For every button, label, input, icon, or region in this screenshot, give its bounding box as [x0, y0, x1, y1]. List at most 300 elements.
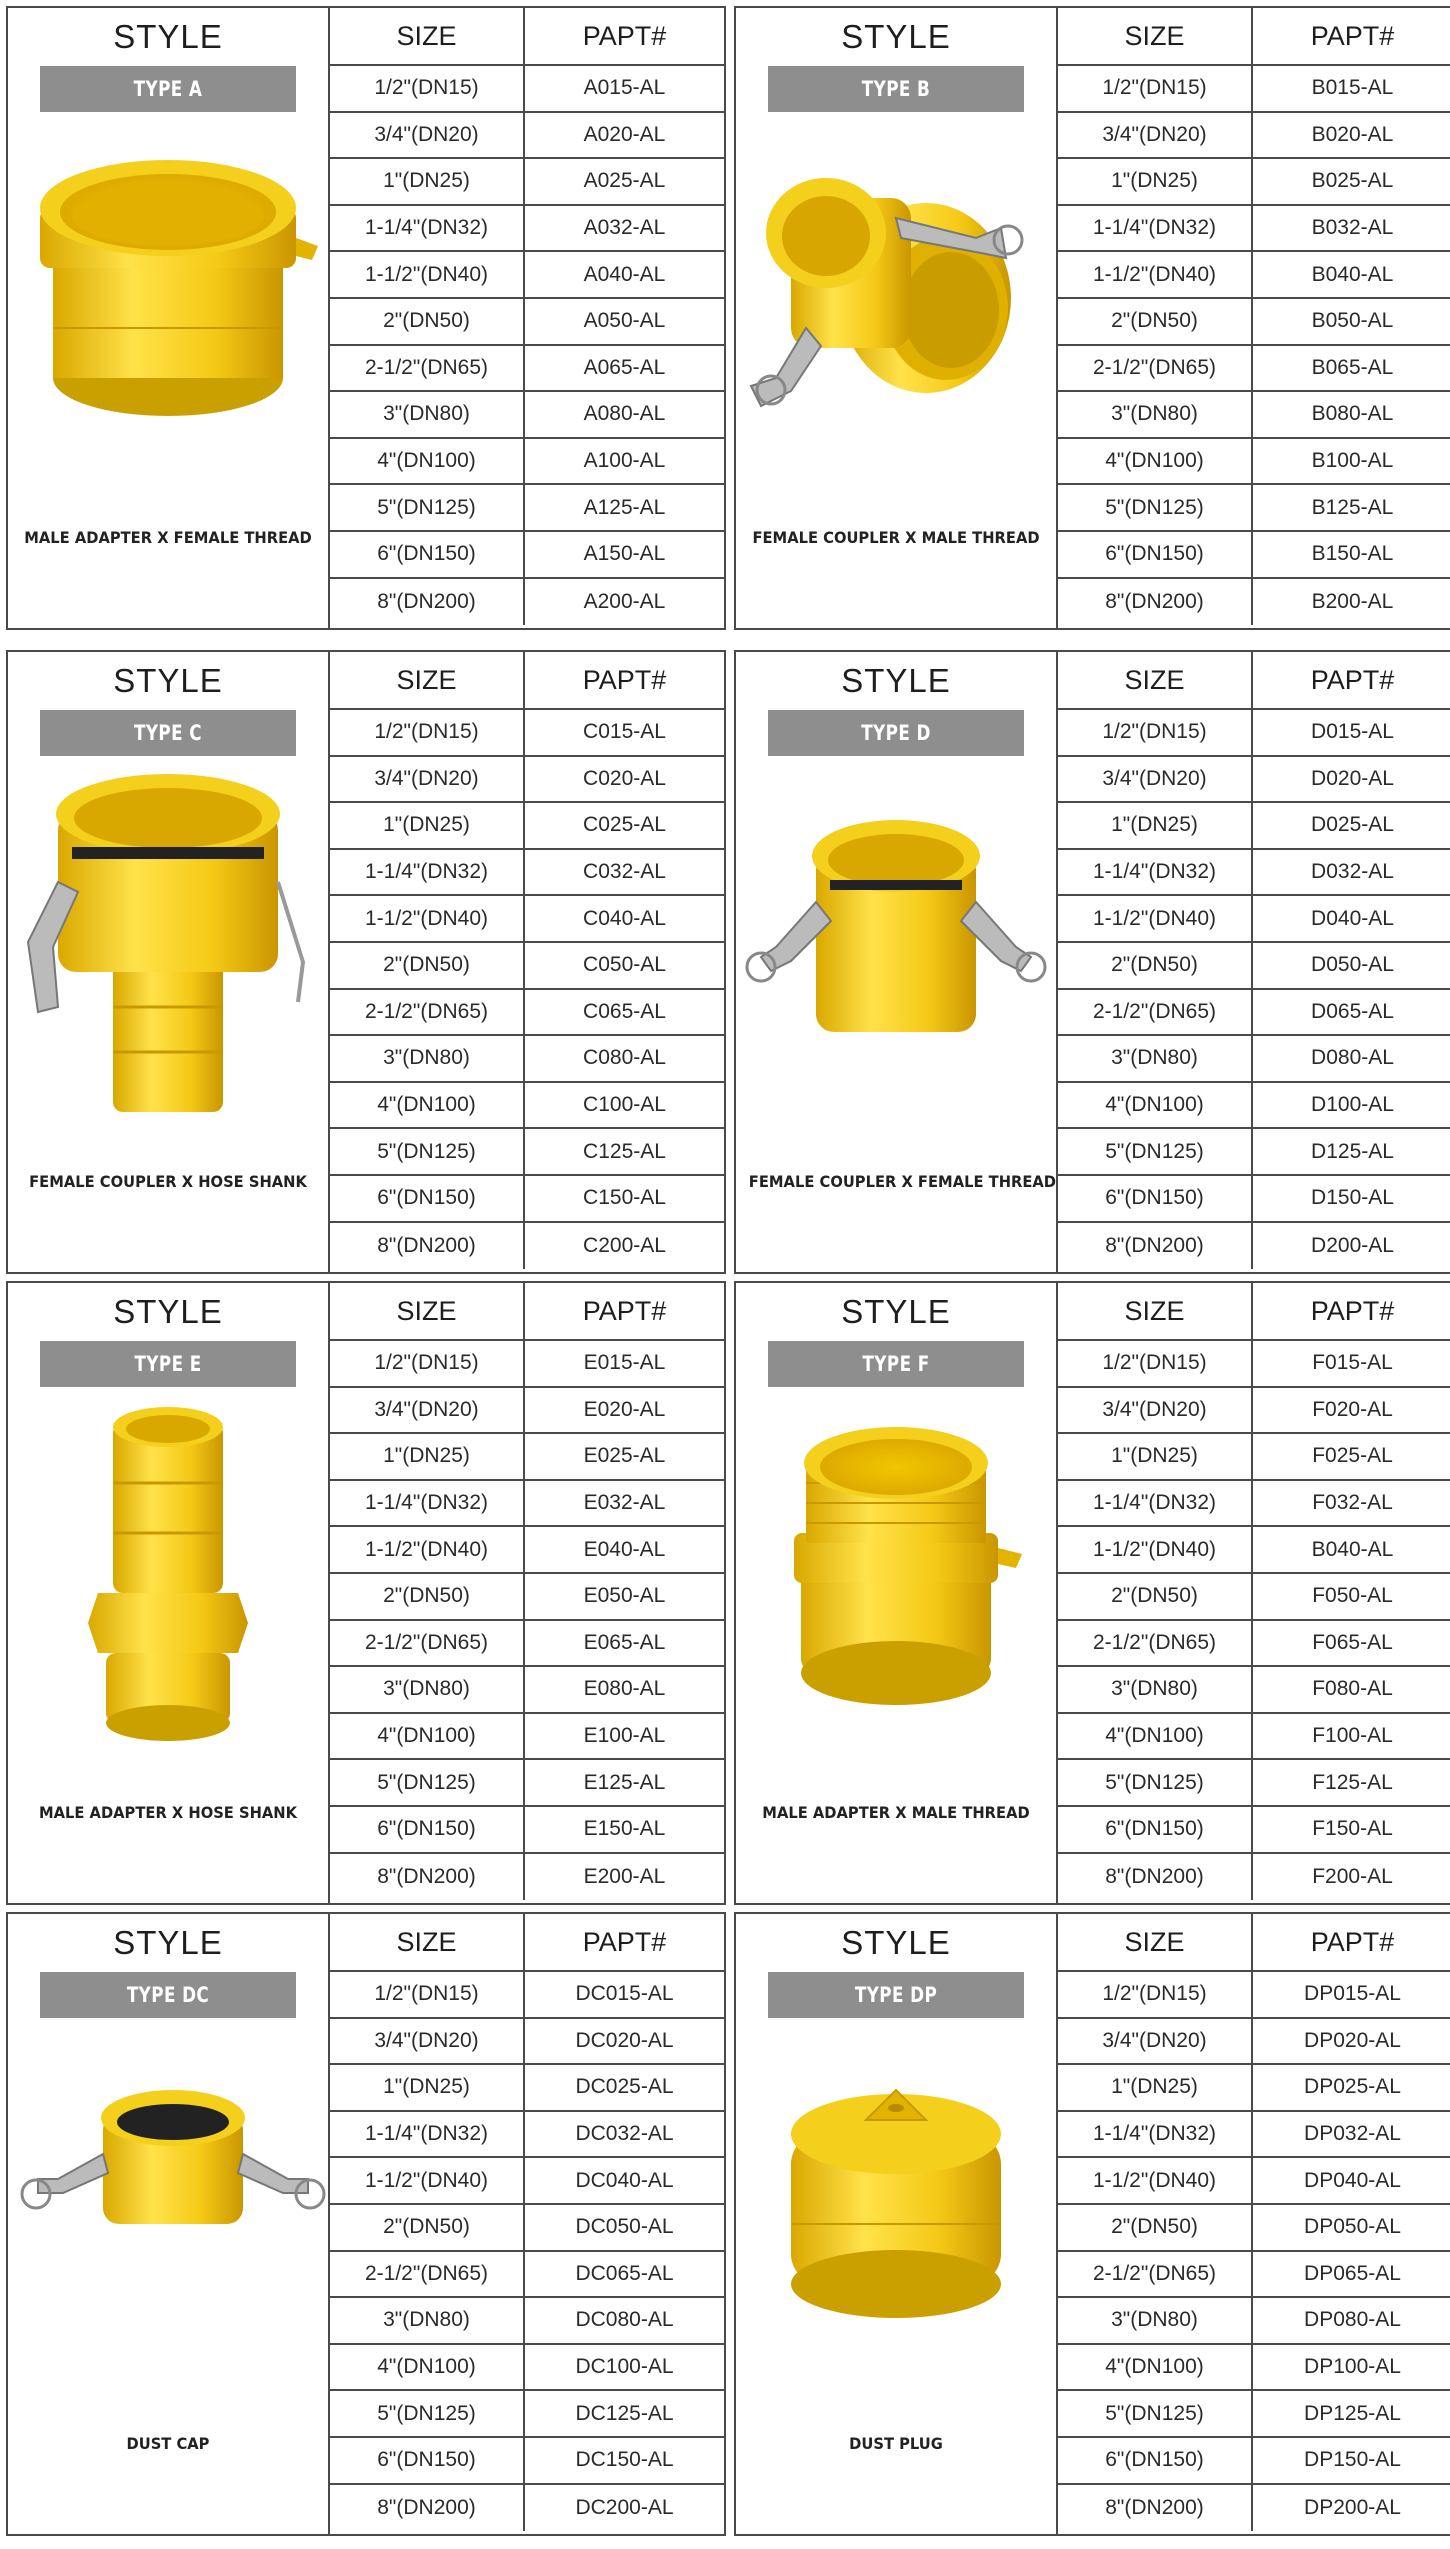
size-cell: 8"(DN200) [1058, 2485, 1253, 2532]
part-number-cell: DC015-AL [575, 1982, 674, 2006]
part-number-cell: F065-AL [1312, 1630, 1393, 1654]
table-row [1058, 1527, 1450, 1574]
size-cell: 2"(DN50) [330, 943, 525, 988]
style-header: STYLE [841, 1924, 951, 1961]
style-header: STYLE [113, 1924, 223, 1961]
size-cell: 8"(DN200) [330, 2485, 525, 2532]
part-number-cell: E040-AL [583, 1537, 666, 1561]
size-cell: 6"(DN150) [330, 2438, 525, 2483]
part-number-cell: DP150-AL [1304, 2448, 1401, 2472]
part-number-cell: C032-AL [583, 860, 666, 884]
part-number-cell: D125-AL [1311, 1139, 1394, 1163]
part-number-cell: B125-AL [1311, 495, 1394, 519]
table-row [1058, 299, 1450, 346]
size-cell: 5"(DN125) [330, 1129, 525, 1174]
part-number-header: PAPT# [1310, 664, 1395, 695]
part-number-cell: C015-AL [583, 720, 666, 744]
size-cell: 3/4"(DN20) [1058, 2019, 1253, 2064]
part-number-cell: D050-AL [1311, 953, 1394, 977]
product-description: DUST CAP [126, 2434, 210, 2453]
size-cell: 6"(DN150) [1058, 1176, 1253, 1221]
size-cell: 6"(DN150) [330, 532, 525, 577]
part-number-cell: DP040-AL [1304, 2168, 1401, 2192]
table-row [330, 1129, 724, 1176]
table-row [330, 2345, 724, 2392]
table-row [330, 579, 724, 626]
part-number-cell: A040-AL [583, 262, 666, 286]
part-number-cell: E065-AL [583, 1630, 666, 1654]
part-number-cell: DP050-AL [1304, 2215, 1401, 2239]
part-number-cell: A032-AL [583, 216, 666, 240]
part-number-cell: DP200-AL [1304, 2495, 1401, 2519]
size-cell: 1-1/2"(DN40) [330, 252, 525, 297]
part-number-cell: B020-AL [1311, 122, 1394, 146]
size-cell: 5"(DN125) [1058, 2391, 1253, 2436]
table-row [1058, 66, 1450, 113]
table-row [1058, 803, 1450, 850]
part-number-cell: C100-AL [583, 1093, 666, 1117]
size-cell: 2-1/2"(DN65) [330, 1621, 525, 1666]
size-cell: 1-1/4"(DN32) [1058, 2112, 1253, 2157]
table-row [1058, 1667, 1450, 1714]
part-number-header: PAPT# [582, 1926, 667, 1957]
size-cell: 1"(DN25) [1058, 1434, 1253, 1479]
size-cell: 2"(DN50) [330, 1574, 525, 1619]
part-number-cell: B200-AL [1311, 589, 1394, 613]
table-row [330, 66, 724, 113]
part-number-cell: DP020-AL [1304, 2028, 1401, 2052]
part-number-cell: E200-AL [583, 1864, 666, 1888]
style-column [8, 1283, 330, 1903]
product-description: MALE ADAPTER X MALE THREAD [762, 1803, 1030, 1822]
style-column [8, 652, 330, 1272]
table-row [1058, 1341, 1450, 1388]
size-cell: 8"(DN200) [1058, 1854, 1253, 1901]
table-row [1058, 1760, 1450, 1807]
part-number-cell: E025-AL [583, 1444, 666, 1468]
table-row [1058, 1574, 1450, 1621]
table-row [1058, 1036, 1450, 1083]
size-cell: 2-1/2"(DN65) [1058, 990, 1253, 1035]
size-part-table [1058, 1914, 1450, 2534]
size-cell: 3"(DN80) [1058, 392, 1253, 437]
table-row [330, 1667, 724, 1714]
table-row [330, 485, 724, 532]
table-row [1058, 113, 1450, 160]
size-cell: 1-1/2"(DN40) [330, 2158, 525, 2203]
part-number-cell: C065-AL [583, 999, 666, 1023]
part-number-cell: A050-AL [583, 309, 666, 333]
size-cell: 5"(DN125) [330, 2391, 525, 2436]
table-row [330, 1854, 724, 1901]
product-image [736, 2024, 1056, 2384]
table-row [330, 1760, 724, 1807]
style-column [736, 652, 1058, 1272]
size-part-table [330, 652, 724, 1272]
part-number-cell: D032-AL [1311, 860, 1394, 884]
part-number-cell: C125-AL [583, 1139, 666, 1163]
size-cell: 4"(DN100) [1058, 439, 1253, 484]
part-number-cell: F150-AL [1312, 1817, 1393, 1841]
part-number-cell: C200-AL [583, 1233, 666, 1257]
size-header: SIZE [1058, 8, 1253, 64]
table-header [1058, 8, 1450, 66]
part-number-cell: E032-AL [583, 1491, 666, 1515]
product-image [8, 2024, 328, 2384]
size-cell: 1"(DN25) [1058, 803, 1253, 848]
product-image [8, 118, 328, 478]
table-row [1058, 439, 1450, 486]
size-cell: 1/2"(DN15) [330, 710, 525, 755]
table-row [330, 2438, 724, 2485]
table-row [1058, 896, 1450, 943]
table-row [1058, 850, 1450, 897]
part-number-cell: D025-AL [1311, 813, 1394, 837]
type-f-fitting-icon [746, 1403, 1046, 1743]
part-number-cell: B015-AL [1311, 76, 1394, 100]
size-cell: 2"(DN50) [1058, 1574, 1253, 1619]
type-label: TYPE DP [768, 1972, 1024, 2018]
part-number-cell: C050-AL [583, 953, 666, 977]
size-header: SIZE [330, 1283, 525, 1339]
type-label: TYPE E [40, 1341, 296, 1387]
table-row [1058, 346, 1450, 393]
size-cell: 1-1/4"(DN32) [330, 850, 525, 895]
style-header: STYLE [841, 662, 951, 699]
type-label: TYPE A [40, 66, 296, 112]
table-row [330, 850, 724, 897]
part-number-cell: F100-AL [1312, 1724, 1393, 1748]
table-row [330, 1972, 724, 2019]
part-number-cell: D080-AL [1311, 1046, 1394, 1070]
table-row [1058, 990, 1450, 1037]
table-row [1058, 252, 1450, 299]
part-number-cell: DC050-AL [575, 2215, 674, 2239]
table-row [330, 1036, 724, 1083]
size-cell: 8"(DN200) [1058, 1223, 1253, 1270]
size-cell: 4"(DN100) [330, 2345, 525, 2390]
product-description: FEMALE COUPLER X MALE THREAD [752, 528, 1040, 547]
table-row [330, 1527, 724, 1574]
size-cell: 3"(DN80) [330, 1667, 525, 1712]
size-cell: 2"(DN50) [1058, 299, 1253, 344]
part-number-cell: B032-AL [1311, 216, 1394, 240]
table-row [1058, 1972, 1450, 2019]
part-number-cell: D100-AL [1311, 1093, 1394, 1117]
table-row [1058, 1854, 1450, 1901]
size-cell: 1-1/4"(DN32) [1058, 206, 1253, 251]
size-cell: 3/4"(DN20) [330, 757, 525, 802]
part-number-cell: F200-AL [1312, 1864, 1393, 1888]
table-row [330, 1714, 724, 1761]
table-row [1058, 1176, 1450, 1223]
type-label: TYPE F [768, 1341, 1024, 1387]
size-cell: 2"(DN50) [1058, 943, 1253, 988]
size-cell: 1"(DN25) [330, 803, 525, 848]
type-c-fitting-icon [18, 772, 318, 1112]
product-description: MALE ADAPTER X FEMALE THREAD [24, 528, 312, 547]
size-cell: 8"(DN200) [330, 1854, 525, 1901]
size-cell: 4"(DN100) [330, 439, 525, 484]
size-cell: 8"(DN200) [1058, 579, 1253, 626]
size-cell: 2-1/2"(DN65) [1058, 2252, 1253, 2297]
part-number-cell: DC025-AL [575, 2075, 674, 2099]
size-header: SIZE [330, 1914, 525, 1970]
style-header: STYLE [841, 1293, 951, 1330]
part-number-cell: F032-AL [1312, 1491, 1393, 1515]
type-b-fitting-icon [746, 128, 1046, 468]
size-cell: 8"(DN200) [330, 1223, 525, 1270]
size-cell: 4"(DN100) [1058, 2345, 1253, 2390]
part-number-cell: DP100-AL [1304, 2355, 1401, 2379]
part-number-cell: A080-AL [583, 402, 666, 426]
table-row [330, 896, 724, 943]
table-row [330, 1176, 724, 1223]
size-cell: 1"(DN25) [330, 2065, 525, 2110]
table-row [330, 2205, 724, 2252]
size-cell: 1/2"(DN15) [1058, 1341, 1253, 1386]
table-row [1058, 2019, 1450, 2066]
style-column [736, 1283, 1058, 1903]
part-number-cell: A020-AL [583, 122, 666, 146]
size-cell: 6"(DN150) [1058, 532, 1253, 577]
table-row [330, 943, 724, 990]
table-row [1058, 532, 1450, 579]
part-number-cell: D020-AL [1311, 766, 1394, 790]
product-panel-type-b [734, 6, 1450, 630]
part-number-cell: F015-AL [1312, 1351, 1393, 1375]
table-row [330, 757, 724, 804]
size-cell: 3/4"(DN20) [1058, 757, 1253, 802]
part-number-cell: A015-AL [583, 76, 666, 100]
part-number-cell: E080-AL [583, 1677, 666, 1701]
size-cell: 6"(DN150) [1058, 2438, 1253, 2483]
table-row [330, 1083, 724, 1130]
part-number-cell: F020-AL [1312, 1397, 1393, 1421]
size-cell: 1-1/2"(DN40) [1058, 2158, 1253, 2203]
style-header: STYLE [113, 1293, 223, 1330]
part-number-cell: D065-AL [1311, 999, 1394, 1023]
table-header [1058, 652, 1450, 710]
size-cell: 3"(DN80) [330, 392, 525, 437]
size-cell: 3"(DN80) [1058, 1036, 1253, 1081]
part-number-cell: F050-AL [1312, 1584, 1393, 1608]
style-header: STYLE [841, 18, 951, 55]
table-row [1058, 579, 1450, 626]
type-label: TYPE C [40, 710, 296, 756]
part-number-cell: DP032-AL [1304, 2122, 1401, 2146]
size-cell: 2-1/2"(DN65) [1058, 1621, 1253, 1666]
size-cell: 2-1/2"(DN65) [330, 990, 525, 1035]
part-number-header: PAPT# [1310, 1295, 1395, 1326]
size-cell: 3/4"(DN20) [1058, 113, 1253, 158]
part-number-cell: E020-AL [583, 1397, 666, 1421]
size-cell: 3"(DN80) [1058, 2298, 1253, 2343]
style-column [736, 8, 1058, 628]
size-cell: 1-1/4"(DN32) [330, 1481, 525, 1526]
size-cell: 1"(DN25) [1058, 159, 1253, 204]
type-label: TYPE DC [40, 1972, 296, 2018]
size-cell: 5"(DN125) [1058, 1760, 1253, 1805]
part-number-cell: B100-AL [1311, 449, 1394, 473]
table-row [1058, 710, 1450, 757]
product-image [8, 762, 328, 1122]
size-cell: 4"(DN100) [1058, 1083, 1253, 1128]
table-row [330, 1481, 724, 1528]
product-panel-type-dc [6, 1912, 726, 2536]
table-row [330, 2252, 724, 2299]
table-row [330, 2065, 724, 2112]
table-row [330, 1388, 724, 1435]
part-number-cell: B150-AL [1311, 542, 1394, 566]
size-cell: 4"(DN100) [1058, 1714, 1253, 1759]
size-cell: 2"(DN50) [330, 299, 525, 344]
table-row [330, 1341, 724, 1388]
product-description: FEMALE COUPLER X FEMALE THREAD [748, 1172, 1057, 1191]
product-description: MALE ADAPTER X HOSE SHANK [38, 1803, 298, 1822]
product-image [736, 1393, 1056, 1753]
product-panel-type-e [6, 1281, 726, 1905]
size-part-table [330, 1283, 724, 1903]
part-number-cell: C025-AL [583, 813, 666, 837]
table-row [1058, 1129, 1450, 1176]
part-number-cell: B080-AL [1311, 402, 1394, 426]
part-number-cell: C150-AL [583, 1186, 666, 1210]
part-number-cell: B050-AL [1311, 309, 1394, 333]
part-number-cell: E150-AL [583, 1817, 666, 1841]
product-panel-type-dp [734, 1912, 1450, 2536]
table-row [1058, 2205, 1450, 2252]
table-header [1058, 1283, 1450, 1341]
size-cell: 1"(DN25) [330, 159, 525, 204]
part-number-cell: D040-AL [1311, 906, 1394, 930]
part-number-cell: DC125-AL [575, 2401, 674, 2425]
size-cell: 3/4"(DN20) [330, 1388, 525, 1433]
table-row [1058, 757, 1450, 804]
size-header: SIZE [1058, 1914, 1253, 1970]
table-row [330, 710, 724, 757]
table-row [1058, 1223, 1450, 1270]
table-row [330, 2391, 724, 2438]
style-header: STYLE [113, 662, 223, 699]
size-cell: 1-1/4"(DN32) [1058, 1481, 1253, 1526]
part-number-cell: DC040-AL [575, 2168, 674, 2192]
size-part-table [1058, 652, 1450, 1272]
style-header: STYLE [113, 18, 223, 55]
part-number-header: PAPT# [1310, 20, 1395, 51]
table-row [1058, 943, 1450, 990]
part-number-cell: F080-AL [1312, 1677, 1393, 1701]
size-cell: 6"(DN150) [1058, 1807, 1253, 1852]
part-number-cell: DC080-AL [575, 2308, 674, 2332]
part-number-cell: A065-AL [583, 355, 666, 379]
part-number-cell: DC150-AL [575, 2448, 674, 2472]
product-image [736, 118, 1056, 478]
size-cell: 3"(DN80) [330, 1036, 525, 1081]
product-image [8, 1393, 328, 1753]
size-cell: 1-1/2"(DN40) [1058, 1527, 1253, 1572]
part-number-header: PAPT# [582, 664, 667, 695]
part-number-header: PAPT# [582, 20, 667, 51]
table-row [1058, 2438, 1450, 2485]
table-row [330, 2158, 724, 2205]
size-cell: 2"(DN50) [1058, 2205, 1253, 2250]
size-cell: 2"(DN50) [330, 2205, 525, 2250]
size-cell: 1-1/2"(DN40) [330, 1527, 525, 1572]
product-panel-type-c [6, 650, 726, 1274]
table-row [330, 392, 724, 439]
table-row [330, 159, 724, 206]
part-number-cell: B040-AL [1311, 262, 1394, 286]
table-row [330, 2485, 724, 2532]
part-number-cell: DP065-AL [1304, 2261, 1401, 2285]
table-row [1058, 2112, 1450, 2159]
size-header: SIZE [330, 8, 525, 64]
table-row [1058, 1388, 1450, 1435]
size-cell: 1-1/4"(DN32) [330, 2112, 525, 2157]
size-part-table [1058, 8, 1450, 628]
size-cell: 3/4"(DN20) [330, 113, 525, 158]
table-row [1058, 2298, 1450, 2345]
table-row [330, 206, 724, 253]
part-number-cell: DP080-AL [1304, 2308, 1401, 2332]
part-number-cell: E015-AL [583, 1351, 666, 1375]
size-cell: 1-1/2"(DN40) [1058, 896, 1253, 941]
size-cell: 1-1/2"(DN40) [330, 896, 525, 941]
size-cell: 1/2"(DN15) [330, 1341, 525, 1386]
size-cell: 3"(DN80) [1058, 1667, 1253, 1712]
table-row [1058, 1714, 1450, 1761]
size-cell: 3/4"(DN20) [1058, 1388, 1253, 1433]
table-row [1058, 1481, 1450, 1528]
size-cell: 1/2"(DN15) [1058, 710, 1253, 755]
part-number-cell: F125-AL [1312, 1770, 1393, 1794]
size-cell: 1"(DN25) [330, 1434, 525, 1479]
size-cell: 1-1/2"(DN40) [1058, 252, 1253, 297]
dust-plug-icon [746, 2034, 1046, 2374]
size-cell: 5"(DN125) [330, 485, 525, 530]
size-cell: 1/2"(DN15) [330, 1972, 525, 2017]
table-row [1058, 1083, 1450, 1130]
type-label: TYPE B [768, 66, 1024, 112]
part-number-cell: D150-AL [1311, 1186, 1394, 1210]
table-header [330, 1283, 724, 1341]
part-number-cell: E050-AL [583, 1584, 666, 1608]
type-d-fitting-icon [746, 772, 1046, 1112]
part-number-cell: A200-AL [583, 589, 666, 613]
size-cell: 1/2"(DN15) [330, 66, 525, 111]
part-number-cell: E125-AL [583, 1770, 666, 1794]
product-description: FEMALE COUPLER X HOSE SHANK [29, 1172, 307, 1191]
size-part-table [330, 1914, 724, 2534]
table-row [330, 1621, 724, 1668]
table-row [330, 346, 724, 393]
part-number-cell: DC032-AL [575, 2122, 674, 2146]
part-number-cell: B040-AL [1311, 1537, 1394, 1561]
size-cell: 2-1/2"(DN65) [330, 2252, 525, 2297]
type-e-fitting-icon [18, 1403, 318, 1743]
table-row [1058, 2158, 1450, 2205]
size-header: SIZE [1058, 1283, 1253, 1339]
style-column [8, 1914, 330, 2534]
table-header [330, 652, 724, 710]
table-row [330, 1223, 724, 1270]
size-cell: 1"(DN25) [1058, 2065, 1253, 2110]
style-column [736, 1914, 1058, 2534]
size-cell: 1-1/4"(DN32) [1058, 850, 1253, 895]
part-number-cell: F025-AL [1312, 1444, 1393, 1468]
size-cell: 3"(DN80) [330, 2298, 525, 2343]
